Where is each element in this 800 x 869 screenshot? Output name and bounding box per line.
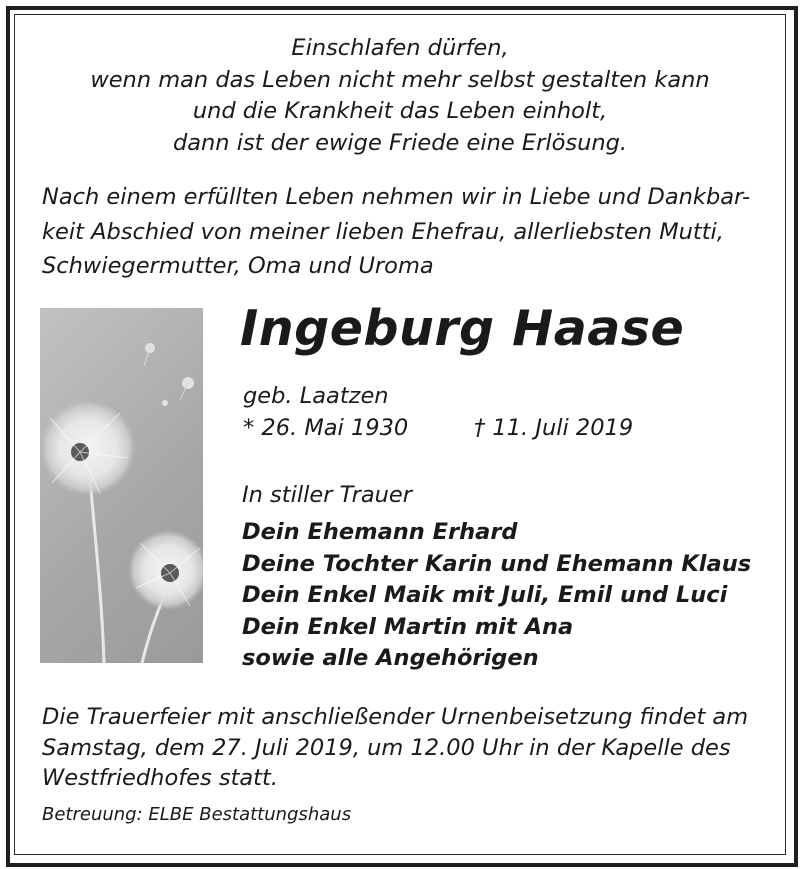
mourners-list	[242, 517, 751, 675]
intro-line: Nach einem erfüllten Leben nehmen wir in Liebe und Dankbar-	[42, 184, 751, 210]
birth-name: geb. Laatzen	[243, 383, 389, 409]
poem-line: und die Krankheit das Leben einholt,	[192, 98, 608, 124]
ceremony-line: Samstag, dem 27. Juli 2019, um 12.00 Uhr in der Kapelle des	[42, 734, 731, 761]
dandelion-photo	[40, 308, 203, 663]
intro-line: keit Abschied von meiner lieben Ehefrau, allerliebsten Mutti,	[42, 218, 724, 245]
ceremony-line: Die Trauerfeier mit anschließender Urnenbeisetzung findet am	[42, 704, 749, 730]
poem-line: Einschlafen dürfen,	[291, 35, 509, 61]
poem-line: wenn man das Leben nicht mehr selbst gestalten kann	[90, 66, 710, 93]
mourner: Deine Tochter Karin und Ehemann Klaus	[242, 550, 752, 577]
mourner: Dein Ehemann Erhard	[242, 519, 518, 545]
poem-line: dann ist der ewige Friede eine Erlösung.	[172, 129, 628, 156]
poem	[0, 33, 800, 159]
mourner: Dein Enkel Martin mit Ana	[242, 613, 574, 640]
mourner: sowie alle Angehörigen	[242, 645, 539, 671]
mourning-intro: In stiller Trauer	[242, 482, 412, 508]
birth-date: * 26. Mai 1930	[243, 415, 409, 441]
intro-text	[42, 180, 772, 284]
ceremony-info	[42, 702, 772, 794]
intro-line: Schwiegermutter, Oma und Uroma	[42, 253, 434, 279]
undertaker-credit: Betreuung: ELBE Bestattungshaus	[42, 804, 352, 825]
deceased-name: Ingeburg Haase	[240, 300, 685, 357]
mourner: Dein Enkel Maik mit Juli, Emil und Luci	[242, 582, 728, 608]
ceremony-line: Westfriedhofes statt.	[42, 765, 278, 791]
dandelion-icon	[40, 308, 203, 663]
death-date: † 11. Juli 2019	[474, 415, 634, 441]
